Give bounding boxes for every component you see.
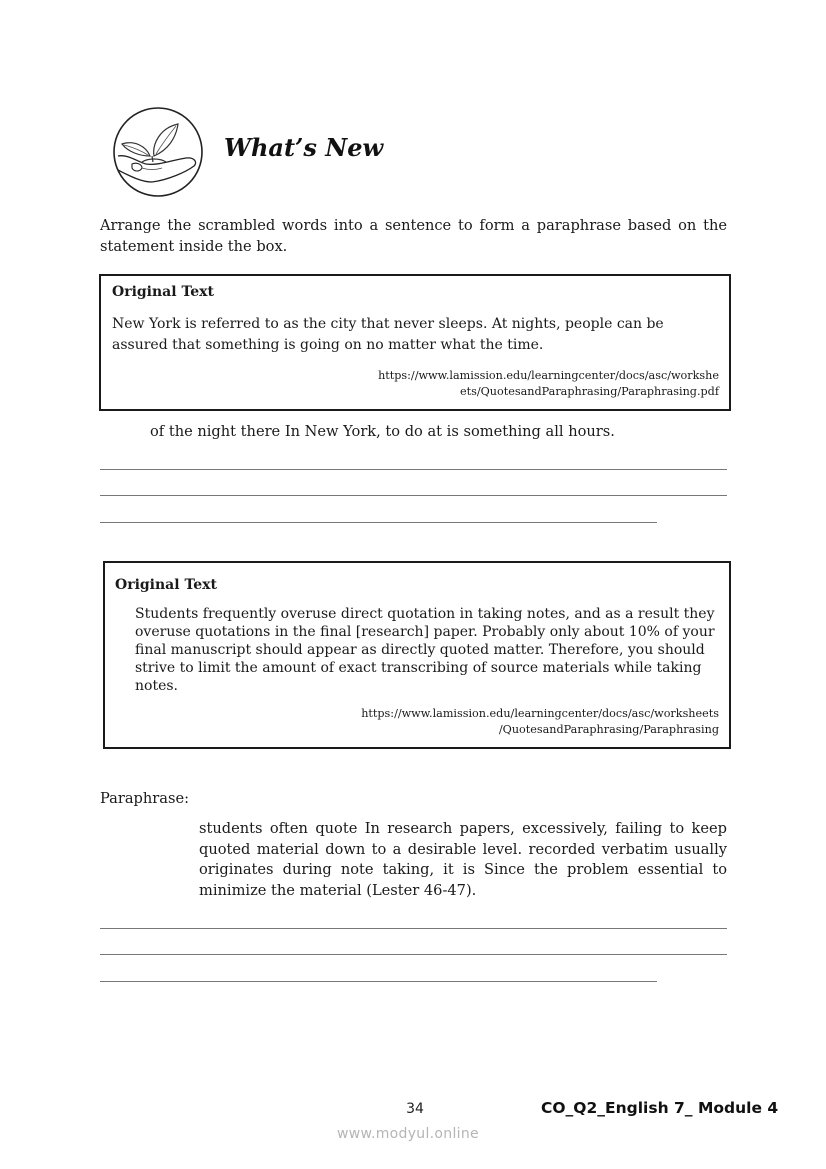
module-code: CO_Q2_English 7_ Module 4 xyxy=(541,1099,779,1117)
page-number: 34 xyxy=(406,1101,424,1117)
original-text: New York is referred to as the city that never sleeps. At nights, people can be assured that something is going on no matter what the time. xyxy=(112,316,664,353)
original-text-box-1 xyxy=(99,274,731,411)
box-heading: Original Text xyxy=(112,284,214,300)
source-citation xyxy=(361,706,719,738)
paraphrase-label: Paraphrase: xyxy=(100,790,190,807)
answer-line[interactable] xyxy=(100,522,657,523)
plant-in-hand-icon xyxy=(112,106,204,198)
section-title: What’s New xyxy=(224,133,384,162)
source-citation xyxy=(378,368,719,400)
instructions: Arrange the scrambled words into a sentence to form a paraphrase based on the statement inside the box. xyxy=(100,217,727,255)
watermark: www.modyul.online xyxy=(337,1126,479,1142)
original-text-box-2 xyxy=(103,561,731,749)
source-line: https://www.lamission.edu/learningcenter/docs/asc/worksheets xyxy=(361,707,719,720)
original-text: Students frequently overuse direct quotation in taking notes, and as a result they overuse quotations in the final [research] paper. Probably only about 10% of your final manuscript should appear as directly quoted matter. Therefore, you should strive to limit the amount of exact transcribing of source materials while taking notes. xyxy=(135,606,715,694)
scrambled-words-2: students often quote In research papers, excessively, failing to keep quoted material down to a desirable level. recorded verbatim usually originates during note taking, it is Since the problem essential to minimize the material (Lester 46-47). xyxy=(199,820,727,900)
answer-line[interactable] xyxy=(100,495,727,496)
box-heading: Original Text xyxy=(115,577,217,593)
scrambled-words-1: of the night there In New York, to do at is something all hours. xyxy=(150,423,615,440)
answer-line[interactable] xyxy=(100,469,727,470)
answer-line[interactable] xyxy=(100,954,727,955)
answer-line[interactable] xyxy=(100,981,657,982)
source-line: https://www.lamission.edu/learningcenter/docs/asc/workshe xyxy=(378,369,719,382)
answer-line[interactable] xyxy=(100,928,727,929)
source-line: ets/QuotesandParaphrasing/Paraphrasing.pdf xyxy=(460,385,719,398)
source-line: /QuotesandParaphrasing/Paraphrasing xyxy=(498,723,719,736)
